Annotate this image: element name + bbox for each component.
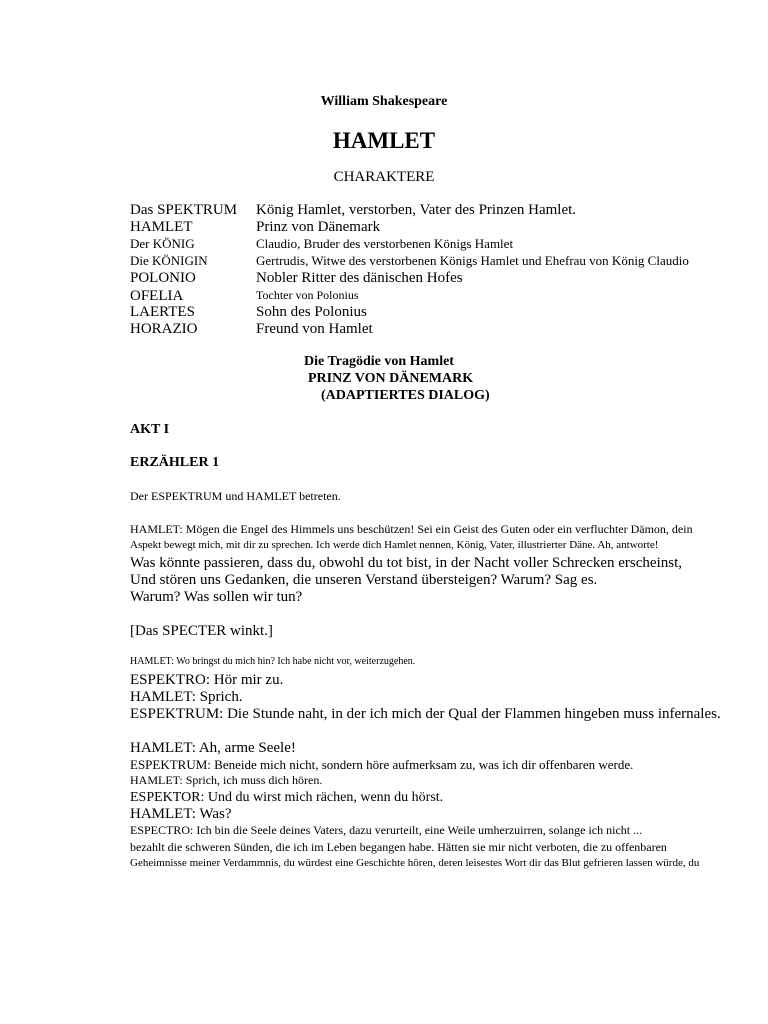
dialogue-line: HAMLET: Wo bringst du mich hin? Ich habe nicht vor, weiterzugehen. xyxy=(130,656,416,667)
dialogue-line: HAMLET: Was? xyxy=(130,806,232,822)
dialogue-line: HAMLET: Sprich, ich muss dich hören. xyxy=(130,773,323,787)
dialogue-line: ESPEKTRUM: Die Stunde naht, in der ich mich der Qual der Flammen hingeben muss infernales. xyxy=(130,706,721,722)
cast-name: HAMLET xyxy=(130,219,193,235)
cast-desc: Gertrudis, Witwe des verstorbenen Königs Hamlet und Ehefrau von König Claudio xyxy=(256,253,689,268)
cast-name: POLONIO xyxy=(130,270,196,286)
subtitle-line-1: Die Tragödie von Hamlet xyxy=(304,354,454,369)
dialogue-line: HAMLET: Sprich. xyxy=(130,689,243,705)
cast-name: Das SPEKTRUM xyxy=(130,202,238,218)
dialogue-line: ESPEKTRUM: Beneide mich nicht, sondern höre aufmerksam zu, was ich dir offenbaren werde. xyxy=(130,757,634,772)
subtitle-line-2: PRINZ VON DÄNEMARK xyxy=(308,371,474,386)
play-title: HAMLET xyxy=(332,128,436,153)
cast-desc: König Hamlet, verstorben, Vater des Prinzen Hamlet. xyxy=(256,202,577,218)
cast-name: HORAZIO xyxy=(130,321,198,337)
dialogue-line: Warum? Was sollen wir tun? xyxy=(130,589,303,605)
dialogue-line: Und stören uns Gedanken, die unseren Verstand übersteigen? Warum? Sag es. xyxy=(130,572,598,588)
dialogue-line: Aspekt bewegt mich, mit dir zu sprechen. Ich werde dich Hamlet nennen, König, Vater, illustrierter Däne. Ah, antworte! xyxy=(130,539,659,551)
cast-desc: Sohn des Polonius xyxy=(256,304,367,320)
author: William Shakespeare xyxy=(320,94,448,109)
cast-name: Die KÖNIGIN xyxy=(130,253,208,268)
dialogue-line: HAMLET: Ah, arme Seele! xyxy=(130,740,296,756)
cast-desc: Tochter von Polonius xyxy=(256,288,359,302)
cast-name: OFELIA xyxy=(130,288,184,304)
cast-desc: Nobler Ritter des dänischen Hofes xyxy=(256,270,463,286)
act-heading: AKT I xyxy=(130,422,170,437)
cast-name: LAERTES xyxy=(130,304,195,320)
stage-direction: [Das SPECTER winkt.] xyxy=(130,623,273,639)
dialogue-line: ESPEKTRO: Hör mir zu. xyxy=(130,672,284,688)
cast-desc: Freund von Hamlet xyxy=(256,321,373,337)
dialogue-line: bezahlt die schweren Sünden, die ich im Leben begangen habe. Hätten sie mir nicht verboten, die zu offenbaren xyxy=(130,840,667,854)
dialogue-line: ESPEKTOR: Und du wirst mich rächen, wenn du hörst. xyxy=(130,790,444,805)
dialogue-line: Was könnte passieren, dass du, obwohl du tot bist, in der Nacht voller Schrecken erscheinst, xyxy=(130,555,682,571)
dialogue-line: Geheimnisse meiner Verdammnis, du würdest eine Geschichte hören, deren leisestes Wort dir das Blut gefrieren lassen würde, du xyxy=(130,857,700,869)
dialogue-line: ESPECTRO: Ich bin die Seele deines Vaters, dazu verurteilt, eine Weile umherzuirren, solange ich nicht ... xyxy=(130,823,643,837)
subtitle-line-3: (ADAPTIERTES DIALOG) xyxy=(321,388,490,403)
cast-desc: Prinz von Dänemark xyxy=(256,219,381,235)
narrator-heading: ERZÄHLER 1 xyxy=(130,455,220,470)
cast-desc: Claudio, Bruder des verstorbenen Königs Hamlet xyxy=(256,236,514,251)
dialogue-line: HAMLET: Mögen die Engel des Himmels uns beschützen! Sei ein Geist des Guten oder ein verfluchter Dämon, dein xyxy=(130,522,693,536)
section-heading: CHARAKTERE xyxy=(333,169,435,185)
cast-name: Der KÖNIG xyxy=(130,236,195,251)
stage-direction: Der ESPEKTRUM und HAMLET betreten. xyxy=(130,489,341,503)
